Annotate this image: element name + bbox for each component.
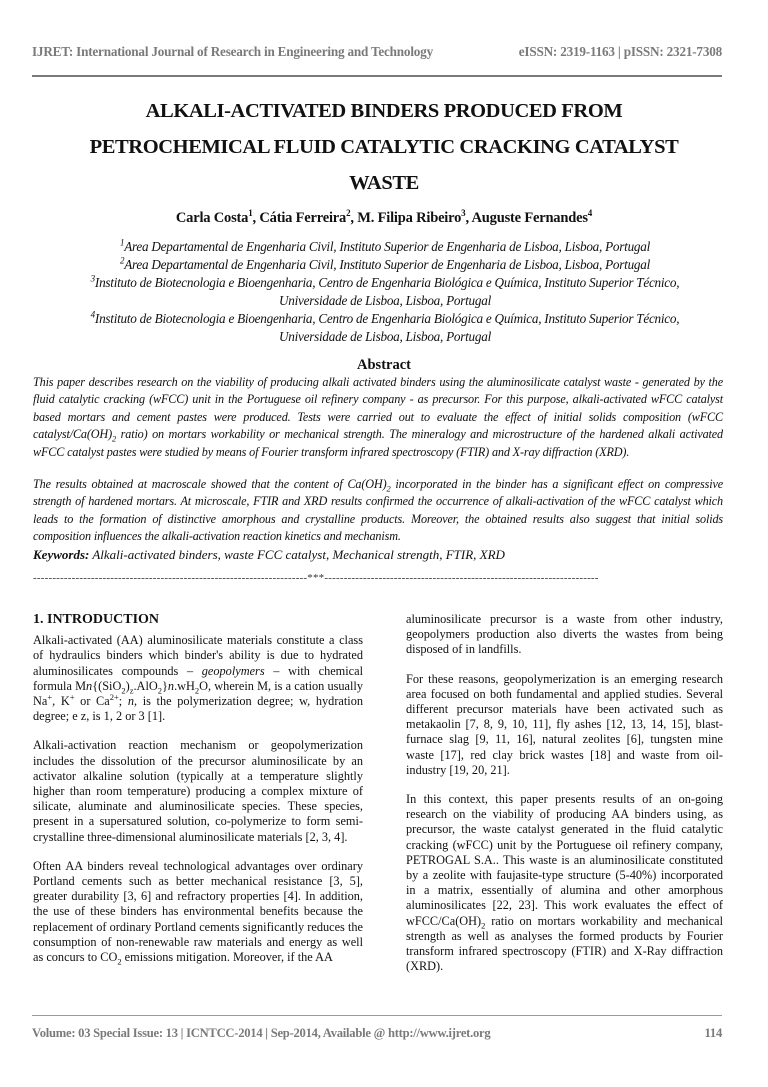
running-header <box>32 44 722 60</box>
abstract-paragraph: This paper describes research on the viability of producing alkali activated binders using the aluminosilicate catalyst waste - generated by the fluid catalytic cracking (wFCC) unit in the Portuguese oil refinery company - as precursor. For this purpose, alkali-activated wFCC catalyst based mortars and cement pastes were produced. Tests were carried out to evaluate the effect of initial solids composition (wFCC catalyst/$Ca(OH)_2$ ratio) on mortars workability or mechanical strength. The mineralogy and microstructure of the hardened alkali activated wFCC catalyst pastes were studied by means of Fourier transform infrared spectroscopy (FTIR) and X-ray diffraction (XRD). <box>33 375 723 459</box>
body-paragraph: aluminosilicate precursor is a waste from other industry, geopolymers production also diverts the wastes from being disposed of in landfills. <box>406 612 723 657</box>
author-list: Carla Costa$^1$, Cátia Ferreira$^2$, M. Filipa Ribeiro$^3$, Auguste Fernandes$^4$ <box>175 208 593 226</box>
footer-citation: Volume: 03 Special Issue: 13 | ICNTCC-2014 | Sep-2014, Available @ http://www.ijret.org <box>32 1026 491 1040</box>
affiliation: $^4$Instituto de Biotecnologia e Bioengenharia, Centro de Engenharia Biológica e Química, Instituto Superior Técnico, <box>90 309 680 326</box>
body-paragraph: Often AA binders reveal technological advantages over ordinary Portland cements such as better mechanical resistance [3, 5], greater durability [3, 6] and refractory properties [4]. In addition, the use of these binders has environmental benefits because the replacement of ordinary Portland cements significantly reduces the consumption of non-renewable raw materials and energy as well as concurs to $CO_2$ emissions mitigation. Moreover, if the AA <box>33 858 363 967</box>
section-heading: 1. INTRODUCTION <box>33 612 160 627</box>
right-column <box>406 612 723 988</box>
body-paragraph: In this context, this paper presents results of an on-going research on the viability of producing AA binders using, as precursor, the waste catalyst generated in the fluid catalytic cracking (wFCC) unit by the Portuguese oil refinery company, PETROGAL S.A.. This waste is an aluminosilicate constituted by a zeolite with faujasite-type structure (5-40%) incorporated in a matrix, essentially of alumina and other amorphous aluminosilicates [22, 23]. This work evaluates the effect of wFCC/$Ca(OH)_2$ ratio on mortars workability and mechanical strength as well as analyses the formed products by Fourier transform infrared spectroscopy (FTIR) and X-Ray diffraction (XRD). <box>406 792 723 974</box>
author: M. Filipa Ribeiro$^3$ <box>357 208 466 226</box>
affiliation: $^3$Instituto de Biotecnologia e Bioengenharia, Centro de Engenharia Biológica e Química, Instituto Superior Técnico, <box>90 273 680 290</box>
footer-rule <box>32 1015 722 1016</box>
author: Cátia Ferreira$^2$ <box>259 208 351 226</box>
affiliation-continued: Universidade de Lisboa, Lisboa, Portugal <box>279 293 491 308</box>
issn-info: eISSN: 2319-1163 | pISSN: 2321-7308 <box>518 44 722 59</box>
paper-title <box>0 93 768 201</box>
abstract-heading: Abstract <box>357 357 411 373</box>
left-column <box>33 612 363 979</box>
page-number: 114 <box>704 1026 722 1040</box>
body-paragraph: Alkali-activated (AA) aluminosilicate materials constitute a class of hydraulics binders which binder's ability is due to hydrated aluminosilicates compounds – geopolymers – with chemical formula $Mn\{(SiO_2)_z.AlO_2\}n.wH_2O$, wherein M, is a cation usually Na+, K+ or $Ca^{2+}$; n, is the polymerization degree; w, hydration degree; e z, is 1, 2 or 3 [1]. <box>33 633 364 724</box>
affiliations <box>30 238 740 346</box>
keywords-label: Keywords: <box>33 547 90 562</box>
journal-name: IJRET: International Journal of Research in Engineering and Technology <box>32 44 433 59</box>
header-rule <box>32 75 722 77</box>
body-paragraph: For these reasons, geopolymerization is an emerging research area focused on both fundamental and applied studies. Several different precursor materials have been activated such as metakaolin [7, 8, 9, 10, 11], fly ashes [12, 13, 14, 15], blast-furnace slag [9, 11, 16], natural zeolites [6], tungsten mine waste [17], red clay brick wastes [18] and waste from oil-industry [19, 20, 21]. <box>406 671 723 777</box>
affiliation: $^2$Area Departamental de Engenharia Civil, Instituto Superior de Engenharia de Lisboa, Lisboa, Portugal <box>119 255 651 272</box>
title-line-2: PETROCHEMICAL FLUID CATALYTIC CRACKING CATALYST <box>89 136 679 158</box>
affiliation-continued: Universidade de Lisboa, Lisboa, Portugal <box>279 329 491 344</box>
abstract-paragraph: The results obtained at macroscale showed that the content of $Ca(OH)_2$ incorporated in the binder has a significant effect on compressive strength of hardened mortars. At microscale, FTIR and XRD results confirmed the occurrence of alkali-activation of the wFCC catalyst which leads to the formation of distinctive amorphous and crystalline products. Moreover, the obtained results also suggest that initial solids composition influences the alkali-activation reaction kinetics and mechanism. <box>33 477 723 544</box>
section-separator: -----------------------------------------------------------------------***----------------------------------------------------------------------- <box>33 572 599 584</box>
title-line-1: ALKALI-ACTIVATED BINDERS PRODUCED FROM <box>145 100 623 122</box>
title-line-3: WASTE <box>349 172 419 194</box>
keywords <box>33 547 723 563</box>
author: Carla Costa$^1$ <box>175 208 253 226</box>
running-footer <box>32 1026 722 1041</box>
author: Auguste Fernandes$^4$ <box>471 208 593 226</box>
body-paragraph: Alkali-activation reaction mechanism or geopolymerization includes the dissolution of the precursor aluminosilicate by an activator alkaline solution (typically at a temperature slightly higher than room temperature) producing a complex mixture of silicate, aluminate and aluminosilicate species. These species, present in a supersatured solution, co-polymerize to form semi-crystalline three-dimensional aluminosilicate materials [2, 3, 4]. <box>33 738 363 844</box>
keywords-text: Alkali-activated binders, waste FCC catalyst, Mechanical strength, FTIR, XRD <box>89 547 505 562</box>
affiliation: $^1$Area Departamental de Engenharia Civil, Instituto Superior de Engenharia de Lisboa, Lisboa, Portugal <box>119 237 651 254</box>
